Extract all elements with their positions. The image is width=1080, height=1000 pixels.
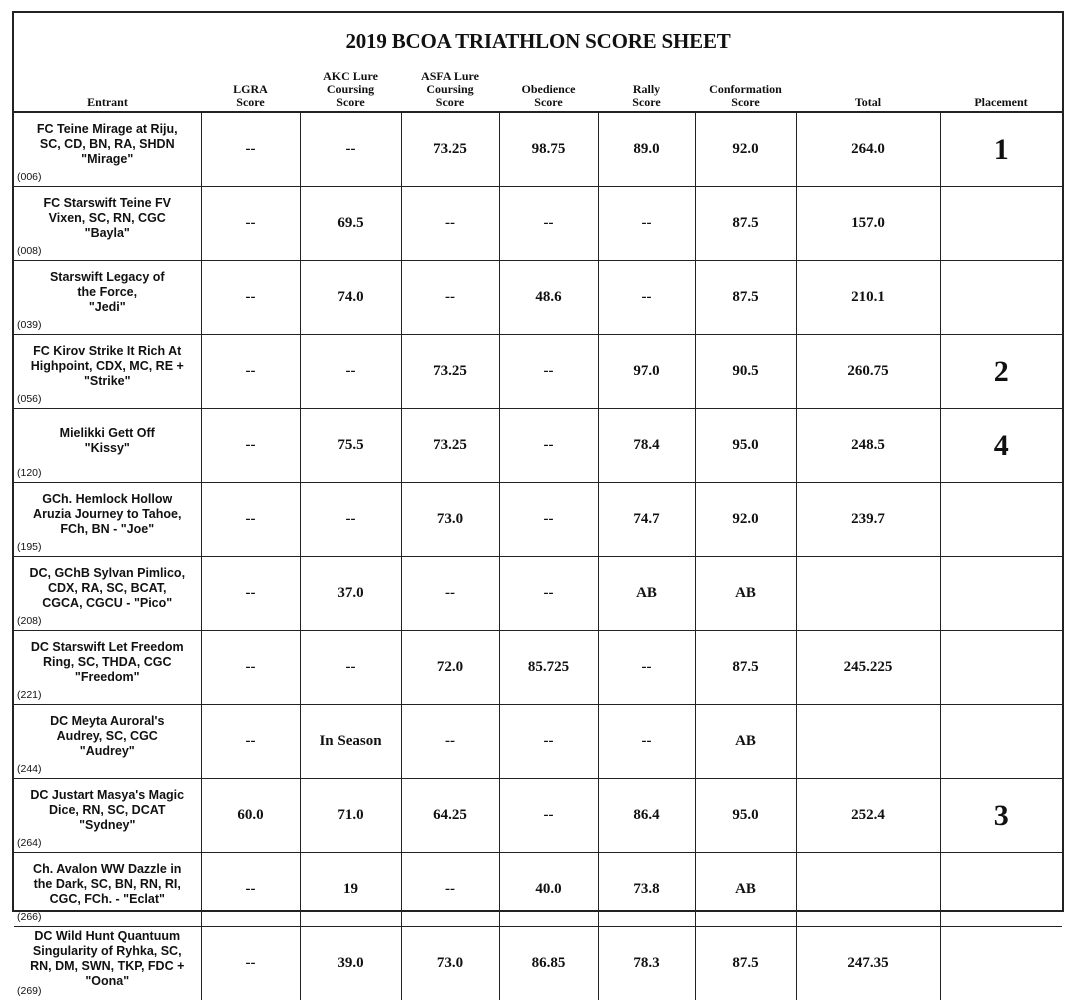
entrant-name-line: Dice, RN, SC, DCAT [16, 803, 199, 818]
header-akc [300, 69, 401, 112]
placement-cell: 1 [940, 112, 1062, 187]
entrant-cell [14, 112, 201, 187]
entrant-number: (006) [17, 170, 42, 185]
obedience-cell: -- [499, 483, 598, 557]
entrant-name-line: "Audrey" [16, 744, 199, 759]
lgra-cell: -- [201, 112, 300, 187]
rally-cell: -- [598, 631, 695, 705]
score-body [14, 112, 1062, 1000]
lgra-cell: -- [201, 335, 300, 409]
score-sheet [12, 11, 1064, 912]
entrant-name-line: "Strike" [16, 374, 199, 389]
rally-cell: -- [598, 187, 695, 261]
entrant-name-line: Ring, SC, THDA, CGC [16, 655, 199, 670]
entrant-name-line: "Bayla" [16, 226, 199, 241]
total-cell: 157.0 [796, 187, 940, 261]
table-row [14, 261, 1062, 335]
entrant-name-line: Audrey, SC, CGC [16, 729, 199, 744]
sheet-title: 2019 BCOA TRIATHLON SCORE SHEET [14, 29, 1062, 54]
obedience-cell: 98.75 [499, 112, 598, 187]
entrant-cell [14, 335, 201, 409]
entrant-cell [14, 409, 201, 483]
akc-cell: 69.5 [300, 187, 401, 261]
asfa-cell: 73.0 [401, 483, 499, 557]
obedience-cell: -- [499, 705, 598, 779]
conformation-cell: 90.5 [695, 335, 796, 409]
entrant-number: (195) [17, 540, 42, 555]
entrant-name-line: RN, DM, SWN, TKP, FDC + [16, 959, 199, 974]
header-rally [598, 69, 695, 112]
rally-cell: 73.8 [598, 853, 695, 927]
asfa-cell: 72.0 [401, 631, 499, 705]
entrant-name-line: CGC, FCh. - "Eclat" [16, 892, 199, 907]
table-row [14, 705, 1062, 779]
rally-cell: 89.0 [598, 112, 695, 187]
table-row [14, 483, 1062, 557]
table-row [14, 779, 1062, 853]
entrant-name-line: Highpoint, CDX, MC, RE + [16, 359, 199, 374]
total-cell: 245.225 [796, 631, 940, 705]
asfa-cell: -- [401, 705, 499, 779]
obedience-cell: 85.725 [499, 631, 598, 705]
asfa-cell: 73.25 [401, 409, 499, 483]
asfa-cell: -- [401, 261, 499, 335]
placement-cell: 4 [940, 409, 1062, 483]
asfa-cell: 73.0 [401, 927, 499, 1000]
lgra-cell: 60.0 [201, 779, 300, 853]
header-akc-line: Score [302, 96, 399, 109]
entrant-cell [14, 927, 201, 1000]
placement-cell [940, 187, 1062, 261]
akc-cell: -- [300, 483, 401, 557]
table-row [14, 409, 1062, 483]
entrant-name-line: FC Kirov Strike It Rich At [16, 344, 199, 359]
rally-cell: AB [598, 557, 695, 631]
akc-cell: -- [300, 335, 401, 409]
header-lgra-line: LGRA [203, 83, 298, 96]
placement-cell [940, 853, 1062, 927]
asfa-cell: 64.25 [401, 779, 499, 853]
header-obedience [499, 69, 598, 112]
entrant-cell [14, 261, 201, 335]
total-cell: 239.7 [796, 483, 940, 557]
rally-cell: 97.0 [598, 335, 695, 409]
akc-cell: 74.0 [300, 261, 401, 335]
entrant-name-line: Aruzia Journey to Tahoe, [16, 507, 199, 522]
entrant-name-line: FC Teine Mirage at Riju, [16, 122, 199, 137]
entrant-name-line: "Freedom" [16, 670, 199, 685]
akc-cell: 71.0 [300, 779, 401, 853]
akc-cell: 75.5 [300, 409, 401, 483]
entrant-name-line: DC, GChB Sylvan Pimlico, [16, 566, 199, 581]
entrant-name-line: Mielikki Gett Off [16, 426, 199, 441]
placement-cell [940, 705, 1062, 779]
total-cell: 264.0 [796, 112, 940, 187]
entrant-name-line: "Jedi" [16, 300, 199, 315]
entrant-number: (008) [17, 244, 42, 259]
conformation-cell: AB [695, 705, 796, 779]
rally-cell: 78.4 [598, 409, 695, 483]
entrant-cell [14, 483, 201, 557]
entrant-cell [14, 853, 201, 927]
lgra-cell: -- [201, 409, 300, 483]
table-row [14, 927, 1062, 1000]
conformation-cell: 87.5 [695, 631, 796, 705]
entrant-name-line: the Force, [16, 285, 199, 300]
entrant-name-line: "Kissy" [16, 441, 199, 456]
total-cell: 210.1 [796, 261, 940, 335]
entrant-name-line: GCh. Hemlock Hollow [16, 492, 199, 507]
entrant-cell [14, 631, 201, 705]
lgra-cell: -- [201, 557, 300, 631]
table-row [14, 187, 1062, 261]
obedience-cell: 48.6 [499, 261, 598, 335]
asfa-cell: -- [401, 853, 499, 927]
total-cell [796, 853, 940, 927]
obedience-cell: -- [499, 779, 598, 853]
header-obedience-line: Score [501, 96, 596, 109]
entrant-name-line: CDX, RA, SC, BCAT, [16, 581, 199, 596]
akc-cell: 39.0 [300, 927, 401, 1000]
header-obedience-line: Obedience [501, 83, 596, 96]
total-cell: 260.75 [796, 335, 940, 409]
rally-cell: 86.4 [598, 779, 695, 853]
entrant-number: (039) [17, 318, 42, 333]
conformation-cell: 92.0 [695, 483, 796, 557]
conformation-cell: 95.0 [695, 409, 796, 483]
entrant-name-line: FCh, BN - "Joe" [16, 522, 199, 537]
conformation-cell: AB [695, 853, 796, 927]
rally-cell: -- [598, 705, 695, 779]
header-entrant: Entrant [14, 69, 201, 112]
rally-cell: 74.7 [598, 483, 695, 557]
entrant-name-line: SC, CD, BN, RA, SHDN [16, 137, 199, 152]
entrant-name-line: the Dark, SC, BN, RN, RI, [16, 877, 199, 892]
entrant-number: (056) [17, 392, 42, 407]
conformation-cell: AB [695, 557, 796, 631]
akc-cell: -- [300, 112, 401, 187]
obedience-cell: 40.0 [499, 853, 598, 927]
entrant-name-line: Ch. Avalon WW Dazzle in [16, 862, 199, 877]
akc-cell: 37.0 [300, 557, 401, 631]
total-cell [796, 557, 940, 631]
conformation-cell: 92.0 [695, 112, 796, 187]
total-cell [796, 705, 940, 779]
header-rally-line: Rally [600, 83, 693, 96]
obedience-cell: 86.85 [499, 927, 598, 1000]
header-conformation [695, 69, 796, 112]
lgra-cell: -- [201, 927, 300, 1000]
entrant-number: (244) [17, 762, 42, 777]
entrant-cell [14, 557, 201, 631]
placement-cell [940, 483, 1062, 557]
entrant-name-line: DC Starswift Let Freedom [16, 640, 199, 655]
header-placement: Placement [940, 69, 1062, 112]
table-row [14, 335, 1062, 409]
asfa-cell: 73.25 [401, 112, 499, 187]
header-asfa [401, 69, 499, 112]
placement-cell: 2 [940, 335, 1062, 409]
entrant-number: (266) [17, 910, 42, 925]
placement-cell [940, 631, 1062, 705]
entrant-name-line: "Oona" [16, 974, 199, 989]
entrant-cell [14, 187, 201, 261]
entrant-name-line: Singularity of Ryhka, SC, [16, 944, 199, 959]
entrant-number: (208) [17, 614, 42, 629]
entrant-name-line: Vixen, SC, RN, CGC [16, 211, 199, 226]
rally-cell: -- [598, 261, 695, 335]
entrant-number: (221) [17, 688, 42, 703]
conformation-cell: 95.0 [695, 779, 796, 853]
entrant-number: (269) [17, 984, 42, 999]
asfa-cell: -- [401, 557, 499, 631]
header-conformation-line: Score [697, 96, 794, 109]
asfa-cell: 73.25 [401, 335, 499, 409]
header-rally-line: Score [600, 96, 693, 109]
entrant-name-line: DC Wild Hunt Quantuum [16, 929, 199, 944]
akc-cell: -- [300, 631, 401, 705]
obedience-cell: -- [499, 187, 598, 261]
entrant-name-line: CGCA, CGCU - "Pico" [16, 596, 199, 611]
table-row [14, 631, 1062, 705]
entrant-cell [14, 779, 201, 853]
table-row [14, 112, 1062, 187]
lgra-cell: -- [201, 853, 300, 927]
obedience-cell: -- [499, 557, 598, 631]
placement-cell [940, 927, 1062, 1000]
entrant-name-line: DC Meyta Auroral's [16, 714, 199, 729]
table-row [14, 557, 1062, 631]
entrant-name-line: DC Justart Masya's Magic [16, 788, 199, 803]
header-total: Total [796, 69, 940, 112]
total-cell: 252.4 [796, 779, 940, 853]
entrant-name-line: "Sydney" [16, 818, 199, 833]
header-akc-line: Coursing [302, 83, 399, 96]
header-asfa-line: Score [403, 96, 497, 109]
entrant-number: (264) [17, 836, 42, 851]
header-conformation-line: Conformation [697, 83, 794, 96]
conformation-cell: 87.5 [695, 927, 796, 1000]
total-cell: 248.5 [796, 409, 940, 483]
akc-cell: In Season [300, 705, 401, 779]
placement-cell [940, 261, 1062, 335]
lgra-cell: -- [201, 631, 300, 705]
akc-cell: 19 [300, 853, 401, 927]
entrant-cell [14, 705, 201, 779]
lgra-cell: -- [201, 261, 300, 335]
rally-cell: 78.3 [598, 927, 695, 1000]
placement-cell: 3 [940, 779, 1062, 853]
entrant-name-line: Starswift Legacy of [16, 270, 199, 285]
score-table [14, 69, 1062, 1000]
entrant-number: (120) [17, 466, 42, 481]
header-asfa-line: Coursing [403, 83, 497, 96]
lgra-cell: -- [201, 705, 300, 779]
header-lgra-line: Score [203, 96, 298, 109]
header-lgra [201, 69, 300, 112]
entrant-name-line: "Mirage" [16, 152, 199, 167]
placement-cell [940, 557, 1062, 631]
table-row [14, 853, 1062, 927]
lgra-cell: -- [201, 187, 300, 261]
header-row [14, 69, 1062, 112]
conformation-cell: 87.5 [695, 261, 796, 335]
header-akc-line: AKC Lure [302, 70, 399, 83]
header-asfa-line: ASFA Lure [403, 70, 497, 83]
asfa-cell: -- [401, 187, 499, 261]
obedience-cell: -- [499, 409, 598, 483]
conformation-cell: 87.5 [695, 187, 796, 261]
entrant-name-line: FC Starswift Teine FV [16, 196, 199, 211]
total-cell: 247.35 [796, 927, 940, 1000]
obedience-cell: -- [499, 335, 598, 409]
lgra-cell: -- [201, 483, 300, 557]
